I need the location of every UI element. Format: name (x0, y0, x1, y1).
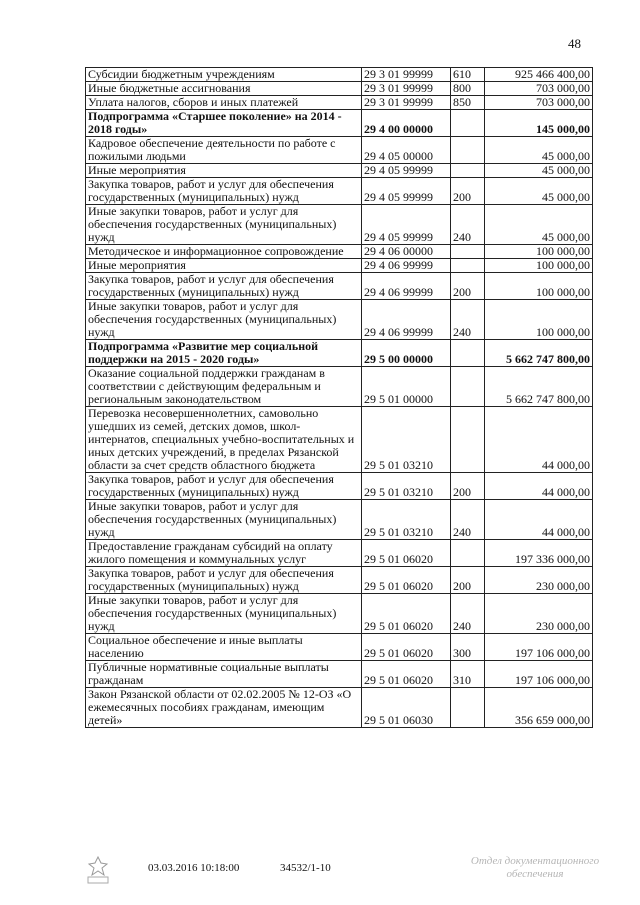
row-name: Закупка товаров, работ и услуг для обеспечения государственных (муниципальных) нужд (86, 178, 362, 205)
row-expense-type (451, 540, 485, 567)
row-sum: 197 106 000,00 (485, 634, 593, 661)
row-expense-type: 610 (451, 68, 485, 82)
row-sum: 145 000,00 (485, 110, 593, 137)
row-sum: 5 662 747 800,00 (485, 340, 593, 367)
row-expense-type: 200 (451, 178, 485, 205)
row-expense-type: 200 (451, 273, 485, 300)
table-row (86, 340, 593, 367)
row-expense-type: 800 (451, 82, 485, 96)
row-name: Иные закупки товаров, работ и услуг для обеспечения государственных (муниципальных) нужд (86, 594, 362, 634)
row-name: Иные закупки товаров, работ и услуг для обеспечения государственных (муниципальных) нужд (86, 500, 362, 540)
row-name: Иные закупки товаров, работ и услуг для обеспечения государственных (муниципальных) нужд (86, 300, 362, 340)
table-row (86, 500, 593, 540)
row-code: 29 5 00 00000 (362, 340, 451, 367)
row-expense-type (451, 110, 485, 137)
row-code: 29 4 05 99999 (362, 178, 451, 205)
table-row (86, 205, 593, 245)
row-expense-type (451, 164, 485, 178)
row-code: 29 3 01 99999 (362, 68, 451, 82)
table-row (86, 300, 593, 340)
table-row (86, 661, 593, 688)
row-code: 29 3 01 99999 (362, 96, 451, 110)
row-sum: 45 000,00 (485, 178, 593, 205)
row-expense-type: 240 (451, 300, 485, 340)
row-code: 29 4 05 00000 (362, 137, 451, 164)
row-sum: 45 000,00 (485, 164, 593, 178)
row-code: 29 4 06 00000 (362, 245, 451, 259)
row-expense-type (451, 259, 485, 273)
row-name: Иные мероприятия (86, 259, 362, 273)
row-sum: 197 336 000,00 (485, 540, 593, 567)
table-row (86, 110, 593, 137)
row-code: 29 4 06 99999 (362, 273, 451, 300)
row-sum: 100 000,00 (485, 259, 593, 273)
row-sum: 925 466 400,00 (485, 68, 593, 82)
table-row (86, 688, 593, 728)
row-code: 29 5 01 06030 (362, 688, 451, 728)
row-code: 29 5 01 03210 (362, 473, 451, 500)
row-expense-type: 310 (451, 661, 485, 688)
row-name: Кадровое обеспечение деятельности по работе с пожилыми людьми (86, 137, 362, 164)
row-code: 29 5 01 06020 (362, 594, 451, 634)
row-name: Подпрограмма «Старшее поколение» на 2014 - 2018 годы» (86, 110, 362, 137)
table-row (86, 473, 593, 500)
row-code: 29 4 06 99999 (362, 259, 451, 273)
row-sum: 703 000,00 (485, 82, 593, 96)
table-row (86, 137, 593, 164)
table-row (86, 273, 593, 300)
table-row (86, 594, 593, 634)
row-expense-type (451, 245, 485, 259)
row-sum: 45 000,00 (485, 205, 593, 245)
row-sum: 5 662 747 800,00 (485, 367, 593, 407)
row-code: 29 4 05 99999 (362, 205, 451, 245)
row-name: Оказание социальной поддержки гражданам в соответствии с действующим федеральным и региональным законодательством (86, 367, 362, 407)
footer (85, 855, 625, 895)
row-code: 29 5 01 06020 (362, 661, 451, 688)
row-name: Закон Рязанской области от 02.02.2005 № 12-ОЗ «О ежемесячных пособиях гражданам, имеющим детей» (86, 688, 362, 728)
emblem-icon (85, 855, 111, 885)
page-number: 48 (568, 36, 581, 51)
row-expense-type: 850 (451, 96, 485, 110)
row-sum: 100 000,00 (485, 300, 593, 340)
row-expense-type (451, 688, 485, 728)
row-code: 29 4 05 99999 (362, 164, 451, 178)
table-row (86, 634, 593, 661)
table-row (86, 68, 593, 82)
row-name: Субсидии бюджетным учреждениям (86, 68, 362, 82)
table-row (86, 540, 593, 567)
row-sum: 230 000,00 (485, 594, 593, 634)
row-sum: 703 000,00 (485, 96, 593, 110)
stamp-line: обеспечения (506, 868, 564, 880)
budget-table (85, 67, 593, 728)
footer-date: 03.03.2016 10:18:00 (148, 862, 240, 874)
row-name: Перевозка несовершеннолетних, самовольно ушедших из семей, детских домов, школ-интернатов, специальных учебно-воспитательных и иных детских учреждений, в пределах Рязанской области за счет средств областного бюджета (86, 407, 362, 473)
row-name: Подпрограмма «Развитие мер социальной поддержки на 2015 - 2020 годы» (86, 340, 362, 367)
row-name: Методическое и информационное сопровождение (86, 245, 362, 259)
department-stamp (445, 855, 625, 881)
table-row (86, 567, 593, 594)
row-sum: 45 000,00 (485, 137, 593, 164)
budget-table-body (86, 68, 593, 728)
row-name: Предоставление гражданам субсидий на оплату жилого помещения и коммунальных услуг (86, 540, 362, 567)
footer-doc-number: 34532/1-10 (280, 862, 331, 874)
row-code: 29 5 01 06020 (362, 634, 451, 661)
row-expense-type: 240 (451, 205, 485, 245)
row-expense-type: 200 (451, 567, 485, 594)
row-expense-type (451, 340, 485, 367)
row-expense-type: 200 (451, 473, 485, 500)
row-sum: 230 000,00 (485, 567, 593, 594)
row-code: 29 5 01 06020 (362, 567, 451, 594)
row-code: 29 5 01 03210 (362, 407, 451, 473)
row-name: Иные мероприятия (86, 164, 362, 178)
row-expense-type (451, 367, 485, 407)
row-code: 29 5 01 00000 (362, 367, 451, 407)
row-code: 29 3 01 99999 (362, 82, 451, 96)
row-expense-type: 240 (451, 500, 485, 540)
table-row (86, 178, 593, 205)
table-row (86, 367, 593, 407)
row-name: Закупка товаров, работ и услуг для обеспечения государственных (муниципальных) нужд (86, 567, 362, 594)
row-name: Уплата налогов, сборов и иных платежей (86, 96, 362, 110)
row-sum: 356 659 000,00 (485, 688, 593, 728)
row-expense-type: 300 (451, 634, 485, 661)
row-sum: 44 000,00 (485, 473, 593, 500)
row-expense-type (451, 137, 485, 164)
row-sum: 100 000,00 (485, 245, 593, 259)
row-code: 29 4 06 99999 (362, 300, 451, 340)
row-name: Социальное обеспечение и иные выплаты населению (86, 634, 362, 661)
row-expense-type (451, 407, 485, 473)
table-row (86, 82, 593, 96)
row-sum: 197 106 000,00 (485, 661, 593, 688)
row-name: Публичные нормативные социальные выплаты гражданам (86, 661, 362, 688)
table-row (86, 245, 593, 259)
row-expense-type: 240 (451, 594, 485, 634)
row-code: 29 5 01 03210 (362, 500, 451, 540)
table-row (86, 164, 593, 178)
row-name: Иные бюджетные ассигнования (86, 82, 362, 96)
table-row (86, 259, 593, 273)
row-name: Закупка товаров, работ и услуг для обеспечения государственных (муниципальных) нужд (86, 273, 362, 300)
row-name: Иные закупки товаров, работ и услуг для обеспечения государственных (муниципальных) нужд (86, 205, 362, 245)
row-code: 29 5 01 06020 (362, 540, 451, 567)
row-sum: 44 000,00 (485, 407, 593, 473)
row-name: Закупка товаров, работ и услуг для обеспечения государственных (муниципальных) нужд (86, 473, 362, 500)
row-sum: 100 000,00 (485, 273, 593, 300)
stamp-line: Отдел документационного (470, 855, 600, 867)
table-row (86, 96, 593, 110)
table-row (86, 407, 593, 473)
row-sum: 44 000,00 (485, 500, 593, 540)
row-code: 29 4 00 00000 (362, 110, 451, 137)
